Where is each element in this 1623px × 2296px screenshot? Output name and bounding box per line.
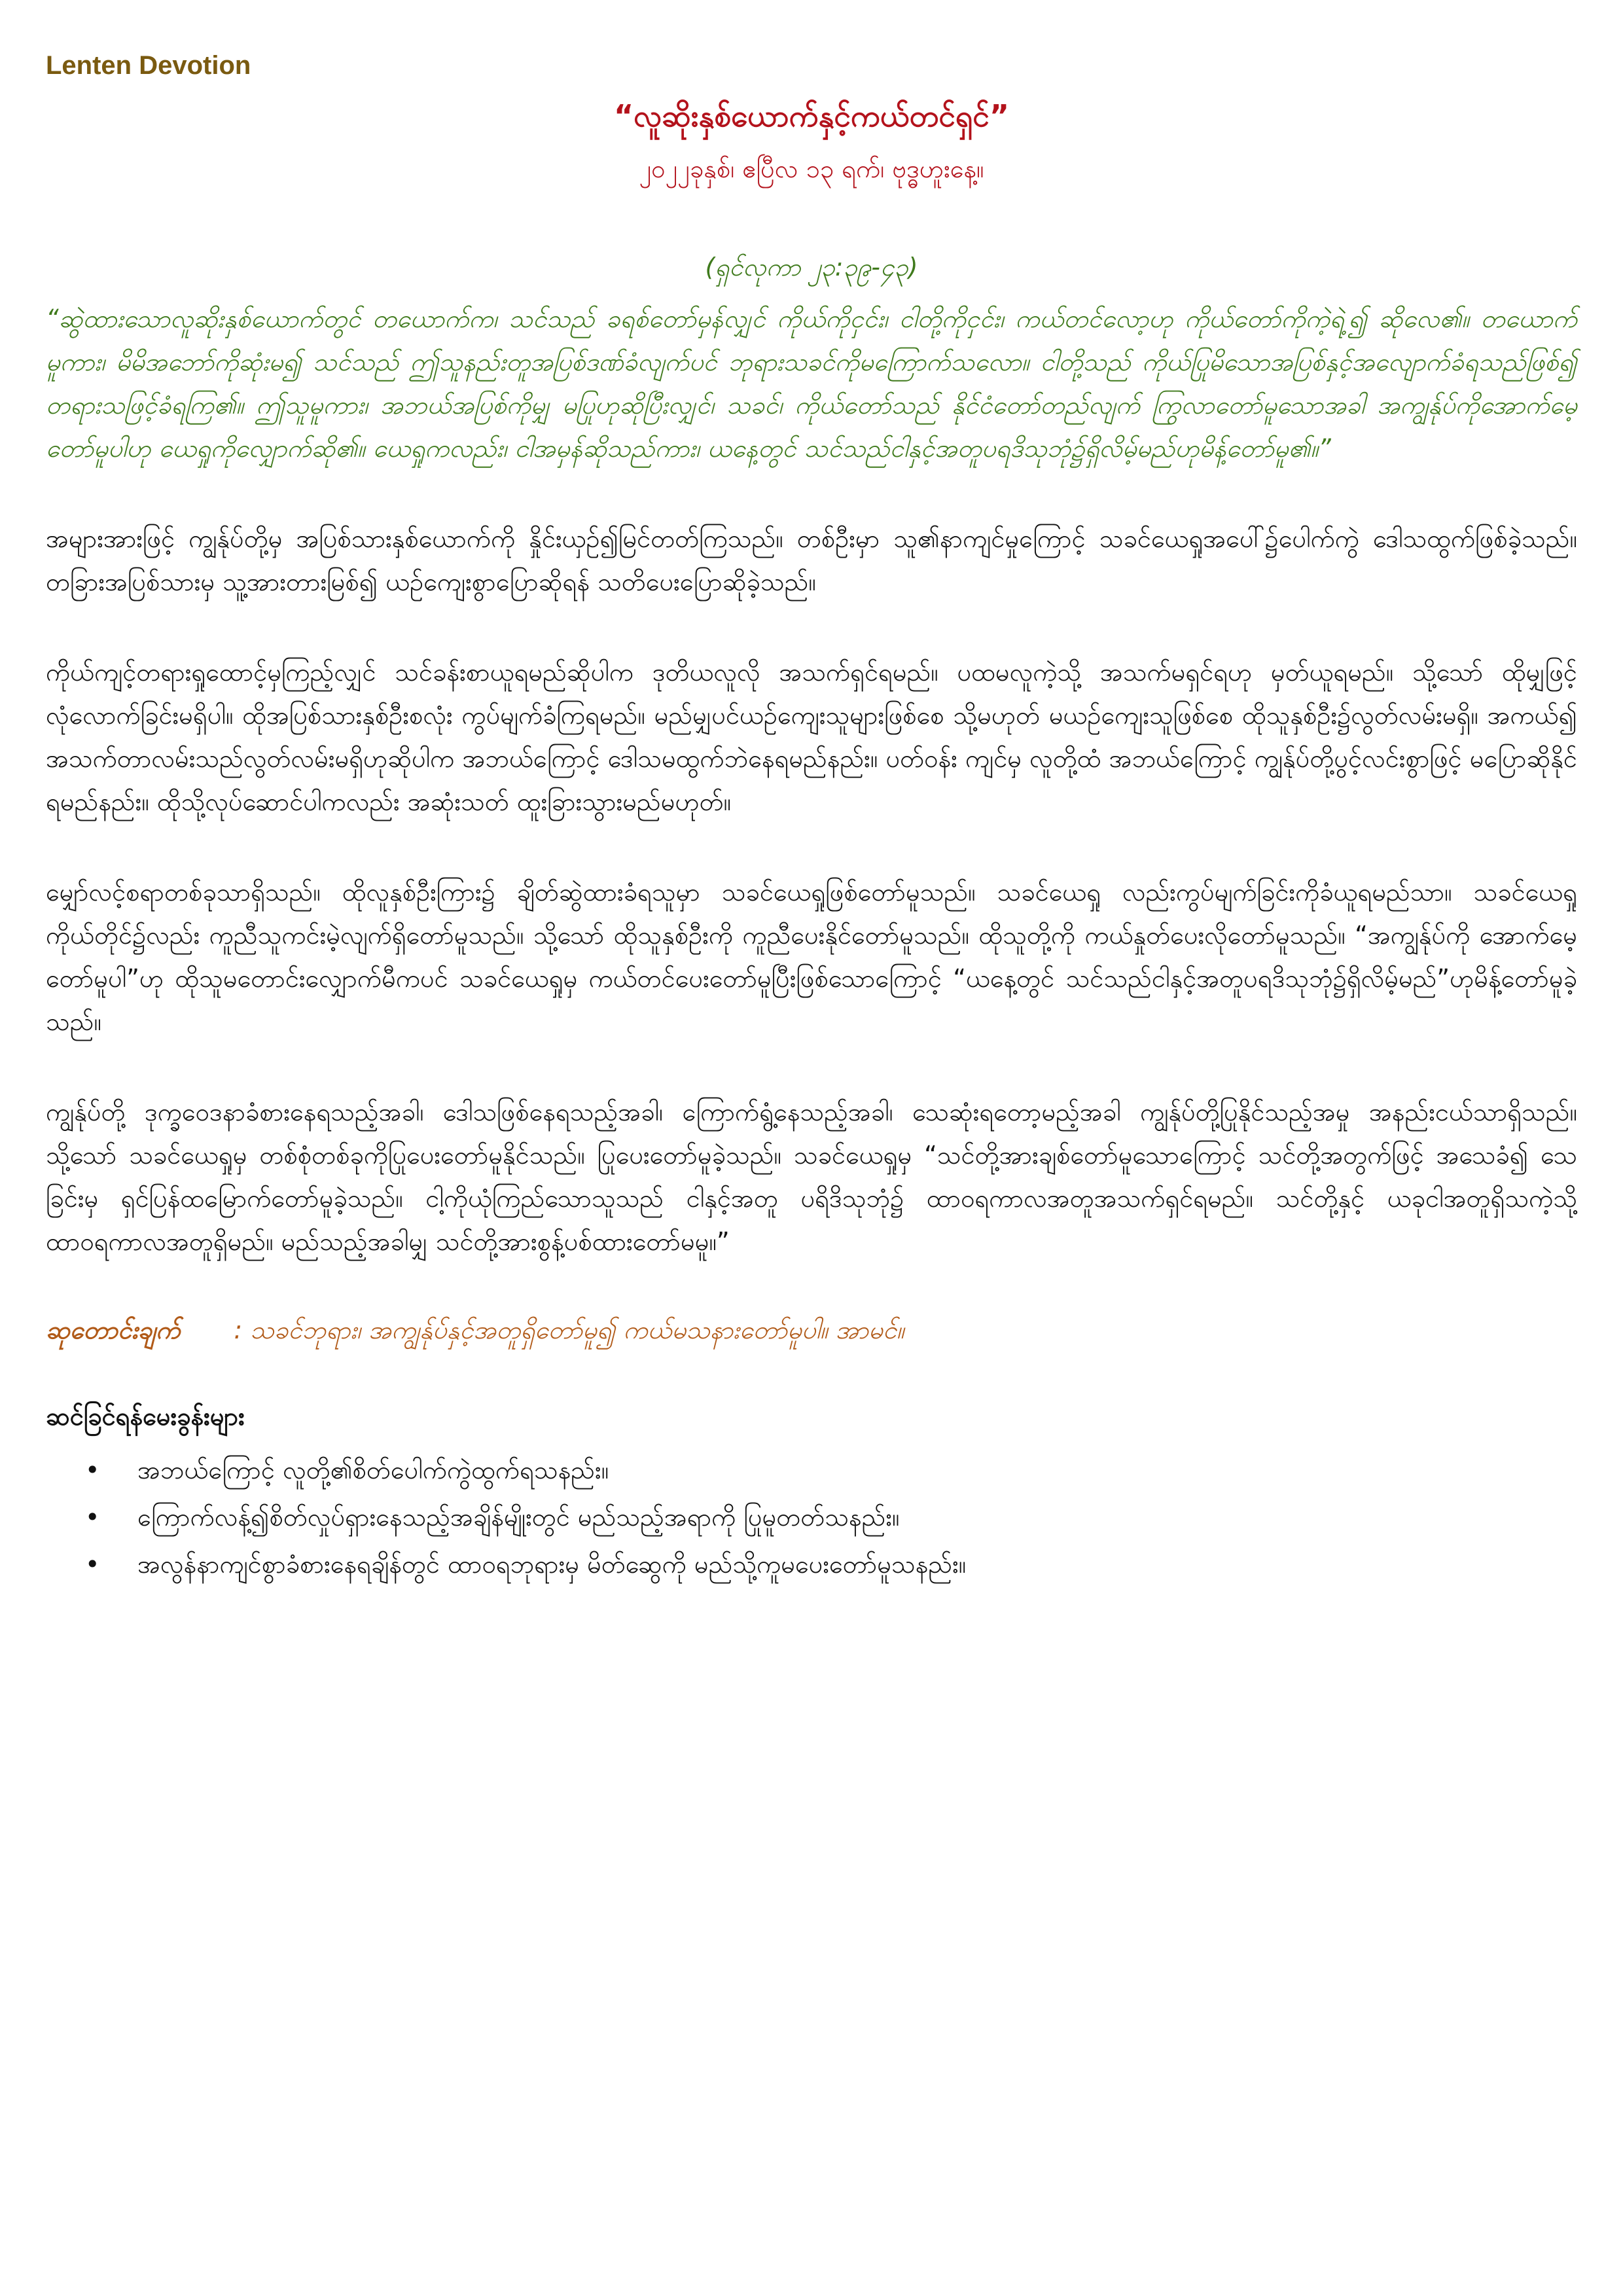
questions-list [46, 1446, 1577, 1588]
scripture-reference: (ရှင်လုကာ ၂၃:၃၉-၄၃) [705, 253, 918, 281]
page-title: “လူဆိုးနှစ်ယောက်နှင့်ကယ်တင်ရှင်” [613, 98, 1010, 134]
prayer-text: : သခင်ဘုရား၊ အကျွန်ုပ်နှင့်အတူရှိတော်မူ၍ ကယ်မသနားတော်မူပါ။ အာမင်။ [234, 1316, 904, 1344]
devotion-date: ၂၀၂၂ခုနှစ်၊ ဧပြီလ ၁၃ ရက်၊ ဗုဒ္ဓဟူးနေ့။ [639, 154, 984, 183]
bullet-icon: • [85, 1503, 100, 1532]
list-item [46, 1446, 1577, 1494]
scripture-text: “ဆွဲထားသောလူဆိုးနှစ်ယောက်တွင် တယောက်က၊ သင်သည် ခရစ်တော်မှန်လျှင် ကိုယ်ကိုငှင်း၊ ငါတို့ကိုငှင်း၊ ကယ်တင်လော့ဟု ကိုယ်တော်ကိုကဲ့ရဲ့၍ ဆိုလေ၏။ တယောက်မူကား၊ မိမိအဘော်ကိုဆုံးမ၍ သင်သည် ဤသူနည်းတူအပြစ်ဒဏ်ခံလျက်ပင် ဘုရားသခင်ကိုမကြောက်သလော။ ငါတို့သည် ကိုယ်ပြုမိသောအပြစ်နှင့်အလျောက်ခံရသည်ဖြစ်၍ တရားသဖြင့်ခံရကြ၏။ ဤသူမူကား၊ အဘယ်အပြစ်ကိုမျှ မပြုဟုဆိုပြီးလျှင်၊ သခင်၊ ကိုယ်တော်သည် နိုင်ငံတော်တည်လျက် ကြွလာတော်မူသောအခါ အကျွန်ုပ်ကိုအောက်မေ့တော်မူပါဟု ယေရှုကိုလျှောက်ဆို၏။ ယေရှုကလည်း၊ ငါအမှန်ဆိုသည်ကား၊ ယနေ့တွင် သင်သည်ငါနှင့်အတူပရဒိသုဘုံ၌ရှိလိမ့်မည်ဟုမိန့်တော်မူ၏။” [46, 304, 1577, 463]
list-item [46, 1494, 1577, 1541]
question-text: အဘယ်ကြောင့် လူတို့၏စိတ်ပေါက်ကွဲထွက်ရသနည်း။ [137, 1456, 609, 1484]
bullet-icon: • [85, 1550, 100, 1579]
devotion-page [46, 39, 1577, 1588]
body-paragraph-1: အများအားဖြင့် ကျွန်ုပ်တို့မှ အပြစ်သားနှစ်ယောက်ကို နှိုင်းယှဉ်၍မြင်တတ်ကြသည်။ တစ်ဦးမှာ သူ၏နာကျင်မှုကြောင့် သခင်ယေရှုအပေါ်၌ပေါက်ကွဲ ဒေါသထွက်ဖြစ်ခဲ့သည်။ တခြားအပြစ်သားမှ သူ့အားတားမြစ်၍ ယဉ်ကျေးစွာပြောဆိုရန် သတိပေးပြောဆိုခဲ့သည်။ [46, 524, 1577, 596]
prayer-section [46, 1314, 1577, 1351]
question-text: အလွန်နာကျင်စွာခံစားနေရချိန်တွင် ထာဝရဘုရားမှ မိတ်ဆွေကို မည်သို့ကူမပေးတော်မူသနည်း။ [137, 1550, 967, 1579]
body-paragraph-4: ကျွန်ုပ်တို့ ဒုက္ခဝေဒနာခံစားနေရသည့်အခါ၊ ဒေါသဖြစ်နေရသည့်အခါ၊ ကြောက်ရွံ့နေသည့်အခါ၊ သေဆုံးရတော့မည့်အခါ ကျွန်ုပ်တို့ပြုနိုင်သည့်အမှု အနည်းငယ်သာရှိသည်။ သို့သော် သခင်ယေရှုမှ တစ်စုံတစ်ခုကိုပြုပေးတော်မူနိုင်သည်။ ပြုပေးတော်မူခဲ့သည်။ သခင်ယေရှုမှ “သင်တို့အားချစ်တော်မူသောကြောင့် သင်တို့အတွက်ဖြင့် အသေခံ၍ သေခြင်းမှ ရှင်ပြန်ထမြောက်တော်မူခဲ့သည်။ ငါ့ကိုယုံကြည်သောသူသည် ငါနှင့်အတူ ပရိဒိသုဘုံ၌ ထာဝရကာလအတူအသက်ရှင်ရမည်။ သင်တို့နှင့် ယခုငါအတူရှိသကဲ့သို့ ထာဝရကာလအတူရှိမည်။ မည်သည့်အခါမျှ သင်တို့အားစွန့်ပစ်ထားတော်မမူ။” [46, 1098, 1577, 1256]
body-paragraph-2: ကိုယ်ကျင့်တရားရှုထောင့်မှကြည့်လျှင် သင်ခန်းစာယူရမည်ဆိုပါက ဒုတိယလူလို အသက်ရှင်ရမည်။ ပထမလူကဲ့သို့ အသက်မရှင်ရဟု မှတ်ယူရမည်။ သို့သော် ထိုမျှဖြင့် လုံလောက်ခြင်းမရှိပါ။ ထိုအပြစ်သားနှစ်ဦးစလုံး ကွပ်မျက်ခံကြရမည်။ မည်မျှပင်ယဉ်ကျေးသူများဖြစ်စေ သို့မဟုတ် မယဉ်ကျေးသူဖြစ်စေ ထိုသူနှစ်ဦး၌လွတ်လမ်းမရှိ။ အကယ်၍ အသက်တာလမ်းသည်လွတ်လမ်းမရှိဟုဆိုပါက အဘယ်ကြောင့် ဒေါသမထွက်ဘဲနေရမည်နည်း။ ပတ်ဝန်း ကျင်မှ လူတို့ထံ အဘယ်ကြောင့် ကျွန်ုပ်တို့ပွင့်လင်းစွာဖြင့် မပြောဆိုနိုင်ရမည်နည်း။ ထိုသို့လုပ်ဆောင်ပါကလည်း အဆုံးသတ် ထူးခြားသွားမည်မဟုတ်။ [46, 658, 1577, 816]
list-item [46, 1541, 1577, 1588]
questions-heading: ဆင်ခြင်ရန်မေးခွန်းများ [46, 1402, 245, 1431]
prayer-label: ဆုတောင်းချက် [46, 1316, 181, 1344]
bullet-icon: • [85, 1456, 100, 1484]
body-paragraph-3: မျှော်လင့်စရာတစ်ခုသာရှိသည်။ ထိုလူနှစ်ဦးကြား၌ ချိတ်ဆွဲထားခံရသူမှာ သခင်ယေရှုဖြစ်တော်မူသည်။ သခင်ယေရှု လည်းကွပ်မျက်ခြင်းကိုခံယူရမည်သာ။ သခင်ယေရှုကိုယ်တိုင်၌လည်း ကူညီသူကင်းမဲ့လျက်ရှိတော်မူသည်။ သို့သော် ထိုသူနှစ်ဦးကို ကူညီပေးနိုင်တော်မူသည်။ ထိုသူတို့ကို ကယ်နှုတ်ပေးလိုတော်မူသည်။ “အကျွန်ုပ်ကို အောက်မေ့တော်မူပါ”ဟု ထိုသူမတောင်းလျှောက်မီကပင် သခင်ယေရှုမှ ကယ်တင်ပေးတော်မူပြီးဖြစ်သောကြောင့် “ယနေ့တွင် သင်သည်ငါနှင့်အတူပရဒိသုဘုံ၌ရှိလိမ့်မည်”ဟုမိန့်တော်မူခဲ့သည်။ [46, 878, 1577, 1036]
question-text: ကြောက်လန့်၍စိတ်လှုပ်ရှားနေသည့်အချိန်မျိုးတွင် မည်သည့်အရာကို ပြုမူတတ်သနည်း။ [137, 1503, 900, 1532]
series-label: Lenten Devotion [46, 51, 251, 80]
